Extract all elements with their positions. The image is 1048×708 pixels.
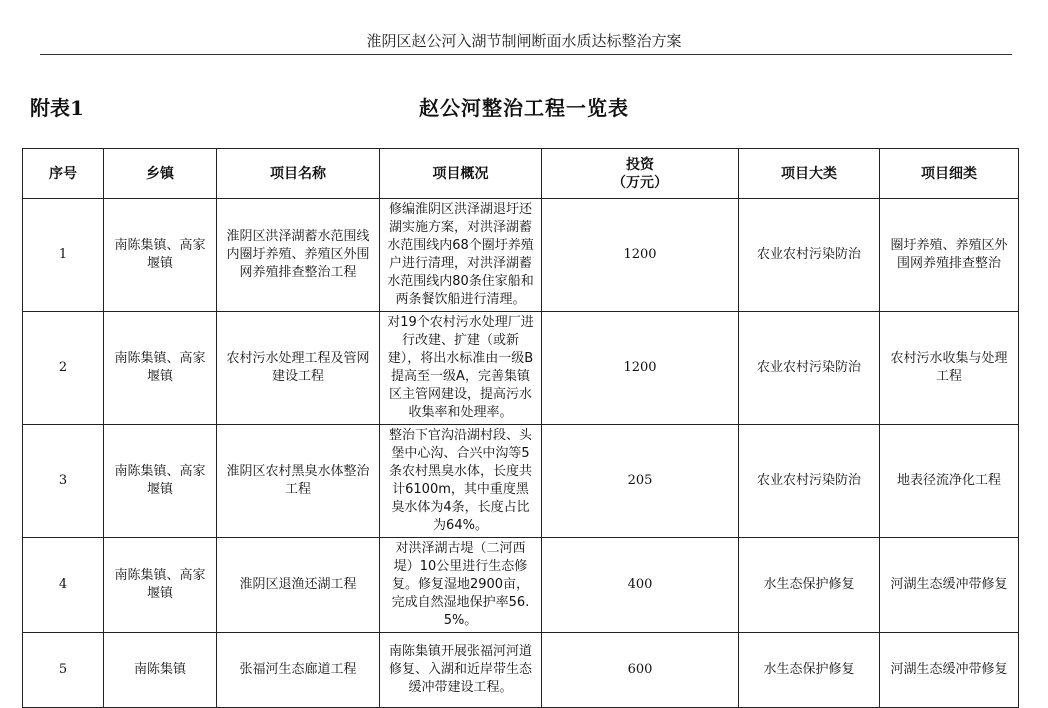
cell-project-name: 农村污水处理工程及管网建设工程 <box>217 312 380 425</box>
col-header-index: 序号 <box>23 149 104 199</box>
cell-index: 1 <box>23 199 104 312</box>
col-header-investment: 投资 （万元） <box>542 149 739 199</box>
document-header: 淮阴区赵公河入湖节制闸断面水质达标整治方案 <box>366 32 682 50</box>
col-header-subcategory: 项目细类 <box>880 149 1019 199</box>
cell-category: 农业农村污染防治 <box>739 312 880 425</box>
project-table <box>22 148 1019 708</box>
cell-investment: 1200 <box>542 199 739 312</box>
cell-subcategory: 农村污水收集与处理工程 <box>880 312 1019 425</box>
cell-town: 南陈集镇、高家堰镇 <box>104 538 217 633</box>
table-row <box>23 199 1019 312</box>
cell-subcategory: 圈圩养殖、养殖区外围网养殖排查整治 <box>880 199 1019 312</box>
cell-town: 南陈集镇、高家堰镇 <box>104 425 217 538</box>
cell-overview: 南陈集镇开展张福河河道修复、入湖和近岸带生态缓冲带建设工程。 <box>380 633 542 708</box>
cell-index: 2 <box>23 312 104 425</box>
table-header-row <box>23 149 1019 199</box>
cell-category: 水生态保护修复 <box>739 538 880 633</box>
cell-category: 水生态保护修复 <box>739 633 880 708</box>
cell-town: 南陈集镇 <box>104 633 217 708</box>
table-row <box>23 425 1019 538</box>
cell-index: 5 <box>23 633 104 708</box>
cell-subcategory: 河湖生态缓冲带修复 <box>880 538 1019 633</box>
appendix-label: 附表1 <box>30 96 84 120</box>
table-row <box>23 538 1019 633</box>
cell-index: 4 <box>23 538 104 633</box>
cell-overview: 修编淮阴区洪泽湖退圩还湖实施方案，对洪泽湖蓄水范围线内68个圈圩养殖户进行清理，对洪泽湖蓄水范围线内80条住家船和两条餐饮船进行清理。 <box>380 199 542 312</box>
table-row <box>23 312 1019 425</box>
cell-project-name: 淮阴区洪泽湖蓄水范围线内圈圩养殖、养殖区外围网养殖排查整治工程 <box>217 199 380 312</box>
col-header-category: 项目大类 <box>739 149 880 199</box>
cell-overview: 对19个农村污水处理厂进行改建、扩建（或新建），将出水标准由一级B提高至一级A，完善集镇区主管网建设，提高污水收集率和处理率。 <box>380 312 542 425</box>
cell-category: 农业农村污染防治 <box>739 199 880 312</box>
cell-overview: 整治下官沟沿湖村段、头堡中心沟、合兴中沟等5条农村黑臭水体，长度共计6100m，其中重度黑臭水体为4条，长度占比为64%。 <box>380 425 542 538</box>
col-header-project-name: 项目名称 <box>217 149 380 199</box>
cell-investment: 205 <box>542 425 739 538</box>
header-divider <box>40 54 1012 55</box>
cell-subcategory: 地表径流净化工程 <box>880 425 1019 538</box>
cell-index: 3 <box>23 425 104 538</box>
cell-project-name: 淮阴区退渔还湖工程 <box>217 538 380 633</box>
cell-town: 南陈集镇、高家堰镇 <box>104 312 217 425</box>
cell-town: 南陈集镇、高家堰镇 <box>104 199 217 312</box>
cell-project-name: 淮阴区农村黑臭水体整治工程 <box>217 425 380 538</box>
cell-investment: 1200 <box>542 312 739 425</box>
cell-overview: 对洪泽湖古堤（二河西堤）10公里进行生态修复。修复湿地2900亩，完成自然湿地保护率56.5%。 <box>380 538 542 633</box>
cell-category: 农业农村污染防治 <box>739 425 880 538</box>
cell-investment: 600 <box>542 633 739 708</box>
col-header-overview: 项目概况 <box>380 149 542 199</box>
cell-investment: 400 <box>542 538 739 633</box>
table-title: 赵公河整治工程一览表 <box>419 96 629 120</box>
cell-subcategory: 河湖生态缓冲带修复 <box>880 633 1019 708</box>
table-row <box>23 633 1019 708</box>
cell-project-name: 张福河生态廊道工程 <box>217 633 380 708</box>
col-header-town: 乡镇 <box>104 149 217 199</box>
